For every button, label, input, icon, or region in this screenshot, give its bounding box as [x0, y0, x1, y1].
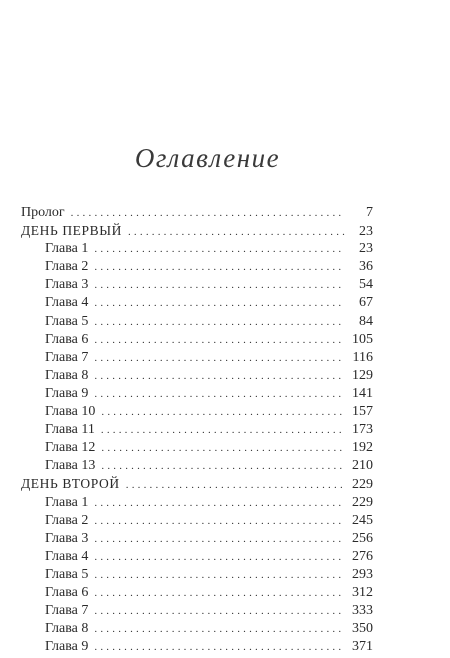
toc-page-number: 129	[352, 367, 373, 383]
toc-list	[21, 204, 373, 656]
toc-page-number: 141	[352, 385, 373, 401]
toc-row	[21, 331, 373, 349]
toc-page-number: 371	[352, 639, 373, 655]
toc-entry-label: ДЕНЬ ВТОРОЙ	[21, 476, 120, 492]
toc-page-number: 312	[352, 584, 373, 600]
toc-dot-leader	[94, 276, 345, 294]
toc-row	[21, 439, 373, 457]
toc-part-row	[21, 222, 373, 240]
toc-dot-leader	[71, 204, 345, 222]
toc-dot-leader	[94, 367, 345, 385]
toc-entry-label: Глава 13	[45, 458, 96, 474]
toc-row	[21, 367, 373, 385]
toc-entry-label: Глава 6	[45, 584, 89, 600]
toc-dot-leader	[94, 584, 345, 602]
toc-row	[21, 385, 373, 403]
toc-part-row	[21, 475, 373, 493]
toc-row	[21, 512, 373, 530]
toc-page-number: 23	[359, 241, 373, 257]
toc-page-number: 23	[359, 224, 373, 240]
toc-dot-leader	[94, 349, 345, 367]
toc-dot-leader	[94, 512, 345, 530]
toc-row	[21, 584, 373, 602]
toc-page-number: 157	[352, 404, 373, 420]
toc-page-number: 229	[352, 477, 373, 493]
toc-row	[21, 349, 373, 367]
toc-dot-leader	[94, 602, 345, 620]
toc-row	[21, 530, 373, 548]
toc-entry-label: Глава 4	[45, 548, 89, 564]
toc-page-number: 36	[359, 259, 373, 275]
toc-dot-leader	[94, 620, 345, 638]
toc-dot-leader	[94, 240, 345, 258]
toc-page-number: 84	[359, 313, 373, 329]
toc-dot-leader	[94, 566, 345, 584]
toc-dot-leader	[101, 439, 345, 457]
toc-entry-label: Глава 3	[45, 530, 89, 546]
toc-entry-label: Глава 9	[45, 639, 89, 655]
toc-dot-leader	[94, 638, 345, 656]
toc-entry-label: Глава 9	[45, 385, 89, 401]
toc-row	[21, 313, 373, 331]
toc-page-number: 333	[352, 603, 373, 619]
toc-entry-label: ДЕНЬ ПЕРВЫЙ	[21, 223, 122, 239]
toc-dot-leader	[94, 494, 345, 512]
toc-entry-label: Глава 2	[45, 259, 89, 275]
toc-row	[21, 566, 373, 584]
toc-row	[21, 457, 373, 475]
toc-page-number: 293	[352, 566, 373, 582]
toc-row	[21, 620, 373, 638]
toc-entry-label: Глава 11	[45, 422, 95, 438]
toc-dot-leader	[94, 258, 345, 276]
toc-dot-leader	[128, 223, 345, 241]
toc-row	[21, 240, 373, 258]
toc-dot-leader	[101, 403, 345, 421]
toc-page-number: 173	[352, 422, 373, 438]
toc-entry-label: Глава 3	[45, 277, 89, 293]
toc-entry-label: Глава 1	[45, 494, 89, 510]
toc-page-number: 276	[352, 548, 373, 564]
toc-row	[21, 494, 373, 512]
toc-title: Оглавление	[134, 143, 281, 173]
toc-row	[21, 602, 373, 620]
toc-entry-label: Глава 8	[45, 367, 89, 383]
toc-row	[21, 258, 373, 276]
toc-page-number: 229	[352, 494, 373, 510]
toc-row	[21, 638, 373, 656]
toc-page-number: 192	[352, 440, 373, 456]
toc-entry-label: Пролог	[21, 205, 65, 220]
toc-page-number: 245	[352, 512, 373, 528]
toc-entry-label: Глава 1	[45, 241, 89, 257]
toc-entry-label: Глава 5	[45, 313, 89, 329]
toc-row	[21, 276, 373, 294]
toc-page-number: 350	[352, 621, 373, 637]
toc-entry-label: Глава 10	[45, 404, 96, 420]
toc-row	[21, 548, 373, 566]
toc-dot-leader	[94, 313, 345, 331]
toc-dot-leader	[101, 457, 345, 475]
toc-row	[21, 421, 373, 439]
toc-page-number: 256	[352, 530, 373, 546]
toc-page-number: 7	[366, 205, 373, 220]
toc-entry-label: Глава 5	[45, 566, 89, 582]
toc-entry-label: Глава 7	[45, 349, 89, 365]
toc-entry-label: Глава 12	[45, 440, 96, 456]
toc-entry-label: Глава 2	[45, 512, 89, 528]
toc-dot-leader	[94, 385, 345, 403]
toc-page-number: 54	[359, 277, 373, 293]
toc-entry-label: Глава 6	[45, 331, 89, 347]
toc-entry-label: Глава 4	[45, 295, 89, 311]
toc-dot-leader	[94, 331, 345, 349]
toc-entry-label: Глава 7	[45, 603, 89, 619]
toc-dot-leader	[94, 294, 345, 312]
toc-dot-leader	[94, 548, 345, 566]
toc-row	[21, 204, 373, 222]
toc-page-number: 67	[359, 295, 373, 311]
toc-dot-leader	[126, 476, 345, 494]
toc-row	[21, 294, 373, 312]
toc-page-number: 116	[352, 349, 373, 365]
toc-dot-leader	[101, 421, 345, 439]
toc-page-number: 210	[352, 458, 373, 474]
toc-page-number: 105	[352, 331, 373, 347]
toc-entry-label: Глава 8	[45, 621, 89, 637]
toc-row	[21, 403, 373, 421]
toc-dot-leader	[94, 530, 345, 548]
